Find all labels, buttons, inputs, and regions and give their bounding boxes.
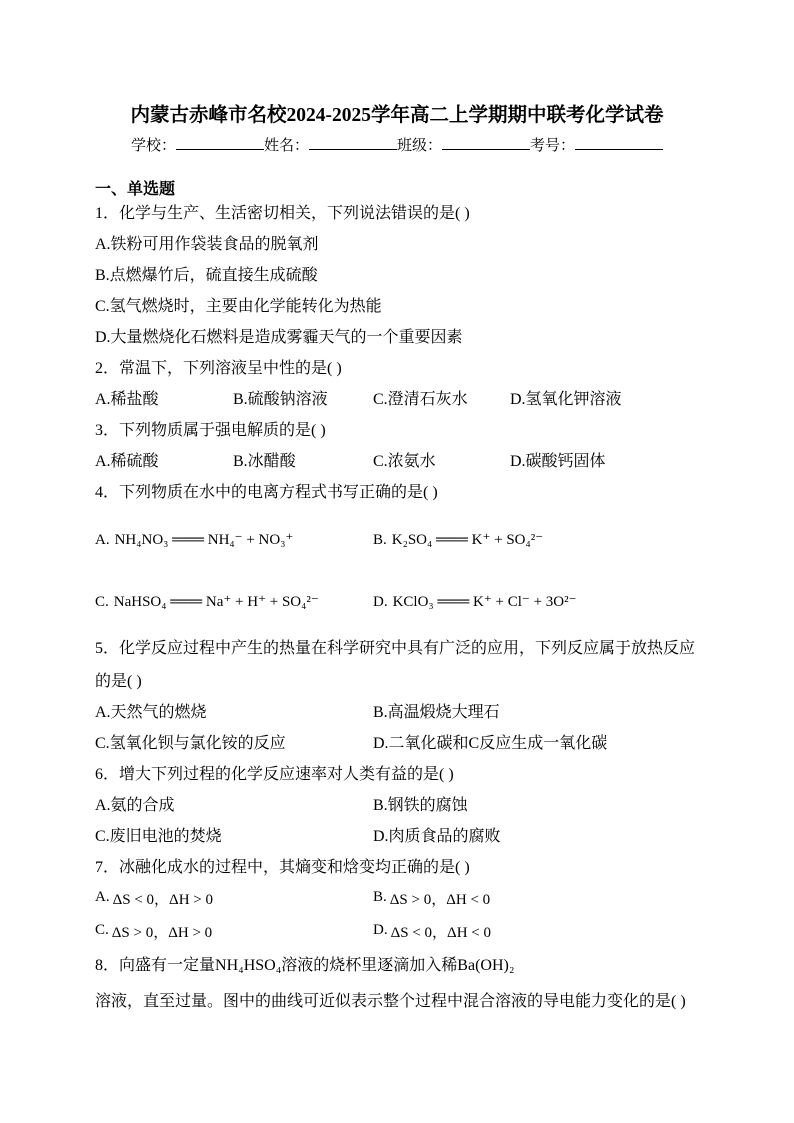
question-6-options-row-2 [95,821,715,852]
option-label: C. [95,922,109,938]
question-4-option-c [95,572,319,632]
question-text: 常温下，下列溶液呈中性的是( ) [119,360,342,377]
question-7-stem [95,852,715,883]
question-7-option-d [373,916,491,950]
question-3-options [95,446,715,477]
section-heading: 一、单选题 [95,181,176,198]
question-2-option-c: C.澄清石灰水 [373,391,468,408]
question-number: 2． [95,360,120,377]
question-number: 8． [95,957,120,974]
question-number: 3． [95,422,120,439]
exam-number-blank [575,135,663,150]
question-2-option-d: D.氢氧化钾溶液 [510,391,622,408]
student-info-line [0,134,794,158]
question-number: 5． [95,640,120,657]
thermo-expression: ΔS < 0，ΔH > 0 [112,892,213,908]
question-4-option-a [95,508,293,572]
question-text: 下列物质属于强电解质的是( ) [119,422,326,439]
question-2-option-a: A.稀盐酸 [95,391,159,408]
ionization-equation: K₂SO₄ ═══ K⁺ + SO₄²⁻ [391,532,544,548]
thermo-expression: ΔS < 0，ΔH < 0 [390,925,491,941]
question-4-stem [95,477,715,508]
question-8-stem-line-2: 溶液，直至过量。图中的曲线可近似表示整个过程中混合溶液的导电能力变化的是( ) [95,993,686,1010]
question-5-options-row-1 [95,697,715,728]
option-label: B. [373,889,387,905]
question-5-option-a: A.天然气的燃烧 [95,704,207,721]
question-4-options-row-2 [95,572,715,632]
option-label: C. [95,594,109,610]
question-number: 7． [95,859,120,876]
question-4-option-d [373,572,577,632]
class-blank [442,135,530,150]
question-7-options-row-1 [95,883,715,916]
question-1-stem [95,198,715,229]
ionization-equation: NH₄NO₃ ═══ NH₄⁻ + NO₃⁺ [114,532,294,548]
question-8-stem-line-1 [95,949,715,982]
question-2-option-b: B.硫酸钠溶液 [233,391,328,408]
question-1-option-b: B.点燃爆竹后，硫直接生成硫酸 [95,267,318,284]
question-5-option-b: B.高温煅烧大理石 [373,704,500,721]
question-7-options-row-2 [95,916,715,949]
question-text: 下列物质在水中的电离方程式书写正确的是( ) [119,484,438,501]
question-7-option-b [373,883,490,917]
ionization-equation: KClO₃ ═══ K⁺ + Cl⁻ + 3O²⁻ [392,594,577,610]
question-text: 冰融化成水的过程中，其熵变和焓变均正确的是( ) [119,859,470,876]
exam-title: 内蒙古赤峰市名校2024-2025学年高二上学期期中联考化学试卷 [130,105,664,126]
question-1-option-d: D.大量燃烧化石燃料是造成雾霾天气的一个重要因素 [95,329,463,346]
option-label: D. [373,594,388,610]
question-7-option-a [95,883,213,917]
class-label: 班级： [397,138,443,154]
question-number: 4． [95,484,120,501]
name-blank [309,135,397,150]
question-number: 1． [95,205,120,222]
question-6-option-a: A.氨的合成 [95,797,175,814]
name-label: 姓名： [263,138,309,154]
question-list [95,178,715,1022]
question-6-option-d: D.肉质食品的腐败 [373,828,501,845]
question-3-option-a: A.稀硫酸 [95,453,159,470]
question-5-stem-line-2: 的是( ) [95,673,142,690]
question-6-options-row-1 [95,790,715,821]
question-6-stem [95,759,715,790]
question-1-option-a: A.铁粉可用作袋装食品的脱氧剂 [95,236,319,253]
question-7-option-c [95,916,212,950]
question-4-options-row-1 [95,508,715,572]
question-4-option-b [373,508,543,572]
option-label: A. [95,532,110,548]
question-text: 向盛有一定量NH₄HSO₄溶液的烧杯里逐滴加入稀Ba(OH)₂ [119,957,515,974]
question-text: 化学反应过程中产生的热量在科学研究中具有广泛的应用，下列反应属于放热反应 [119,640,696,657]
question-5-option-d: D.二氧化碳和C反应生成一氧化碳 [373,735,608,752]
thermo-expression: ΔS > 0，ΔH < 0 [389,892,491,908]
option-label: B. [373,532,387,548]
option-label: A. [95,889,110,905]
school-label: 学校： [130,138,176,154]
question-5-options-row-2 [95,728,715,759]
thermo-expression: ΔS > 0，ΔH > 0 [111,925,213,941]
question-3-option-d: D.碳酸钙固体 [510,453,606,470]
exam-number-label: 考号： [530,138,576,154]
question-3-option-c: C.浓氨水 [373,453,436,470]
question-5-stem-line-1 [95,632,715,666]
question-3-option-b: B.冰醋酸 [233,453,296,470]
question-1-option-c: C.氢气燃烧时，主要由化学能转化为热能 [95,298,382,315]
question-3-stem [95,415,715,446]
question-6-option-c: C.废旧电池的焚烧 [95,828,222,845]
question-text: 增大下列过程的化学反应速率对人类有益的是( ) [119,766,454,783]
option-label: D. [373,922,388,938]
question-number: 6． [95,766,120,783]
question-5-option-c: C.氢氧化钡与氯化铵的反应 [95,735,286,752]
question-text: 化学与生产、生活密切相关，下列说法错误的是( ) [119,205,470,222]
ionization-equation: NaHSO₄ ═══ Na⁺ + H⁺ + SO₄²⁻ [113,594,319,610]
question-6-option-b: B.钢铁的腐蚀 [373,797,468,814]
school-blank [176,135,264,150]
question-2-stem [95,353,715,384]
question-2-options [95,384,715,415]
